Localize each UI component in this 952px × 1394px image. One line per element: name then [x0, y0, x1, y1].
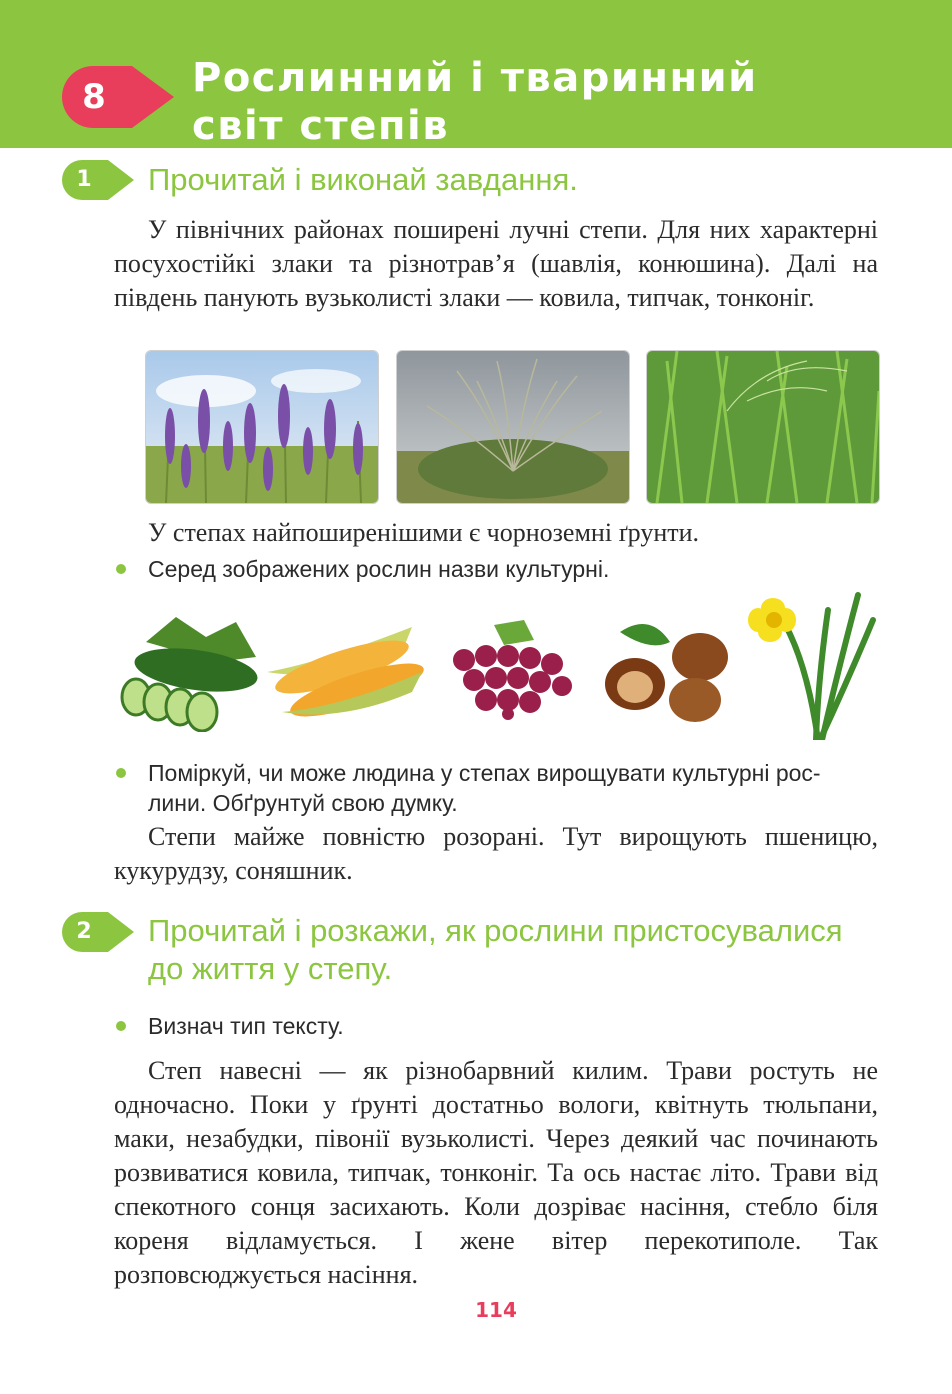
photo-sage — [145, 350, 379, 504]
task1-number-badge — [62, 160, 134, 200]
bullet-dot-icon — [116, 1021, 126, 1031]
bullet-name-cultivated-text: Серед зображених рослин назви культурні. — [148, 556, 610, 582]
soil-sentence — [114, 516, 878, 550]
daffodil-image — [748, 590, 878, 740]
lesson-number: 8 — [82, 77, 106, 117]
grapes-image — [444, 620, 580, 720]
bullet-dot-icon — [116, 768, 126, 778]
lesson-title-line1: Рослинний і тваринний — [192, 55, 758, 101]
crops-paragraph-text: Степи майже повністю розорані. Тут вирощують пшеницю, кукурудзу, соняшник. — [114, 822, 878, 885]
task2-number: 2 — [76, 919, 92, 944]
page-number: 114 — [475, 1298, 517, 1322]
task1-paragraph — [114, 213, 878, 315]
crops-paragraph — [114, 820, 878, 888]
bullet-name-cultivated — [116, 554, 878, 584]
lesson-title-line2: світ степів — [192, 103, 450, 149]
hazelnut-image — [600, 612, 736, 724]
corn-image — [262, 622, 428, 722]
bullet-dot-icon — [116, 564, 126, 574]
bullet-think — [116, 758, 878, 818]
task2-paragraph — [114, 1054, 878, 1292]
bullet-think-line2: лини. Обґрунтуй свою думку. — [148, 790, 458, 816]
task2-paragraph-text: Степ навесні — як різнобарвний килим. Трави ростуть не одночасно. Поки у ґрунті достатньо вологи, квітнуть тюльпани, маки, незабудки, півонії вузьколисті. Через деякий час починають розвиватися ковила, типчак, тонконіг. Та ось настає літо. Трави від спекотного сонця засихають. Коли дозріває насіння, стебло біля кореня відламується. І жене вітер перекотиполе. Так розповсюджується насіння. — [114, 1056, 878, 1289]
task1-number: 1 — [76, 167, 92, 192]
lesson-number-badge — [62, 66, 174, 128]
task2-number-badge — [62, 912, 134, 952]
soil-sentence-text: У степах найпоширенішими є чорноземні ґрунти. — [148, 518, 700, 547]
bullet-text-type — [116, 1011, 878, 1041]
task2-title-line1: Прочитай і розкажи, як рослини пристосувалися — [148, 913, 843, 948]
cucumber-image — [116, 612, 266, 732]
photo-meadow-grass — [646, 350, 880, 504]
lesson-title — [192, 54, 932, 150]
task2-title-line2: до життя у степу. — [148, 951, 393, 986]
task1-title: Прочитай і виконай завдання. — [148, 162, 578, 197]
bullet-text-type-text: Визнач тип тексту. — [148, 1013, 344, 1039]
bullet-think-line1: Поміркуй, чи може людина у степах вирощувати культурні рос- — [148, 760, 821, 786]
photo-feather-grass — [396, 350, 630, 504]
task2-title — [148, 912, 843, 988]
task1-paragraph-text: У північних районах поширені лучні степи. Для них характерні посухостійкі злаки та різнотрав’я (шавлія, конюшина). Далі на південь панують вузьколисті злаки — ковила, типчак, тонконіг. — [114, 215, 878, 312]
